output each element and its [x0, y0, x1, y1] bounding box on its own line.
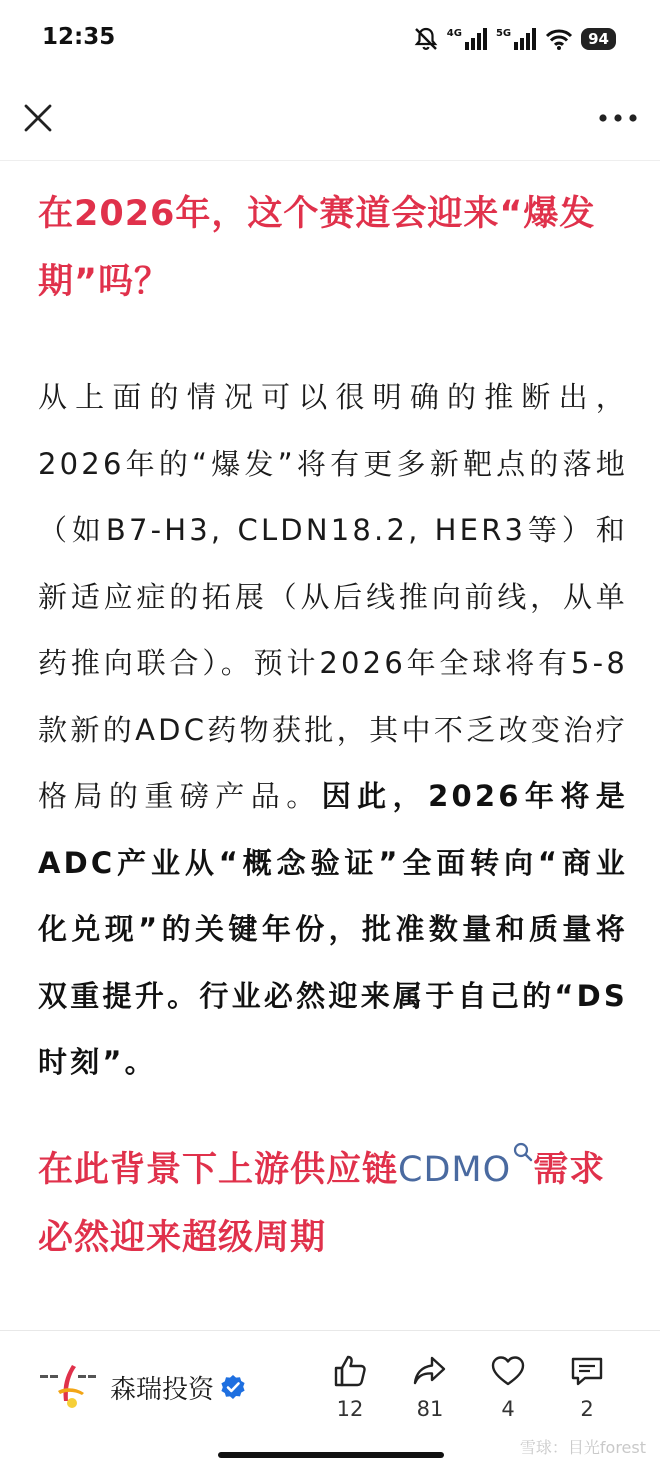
signal-icon	[513, 28, 537, 50]
thumbs-up-icon	[332, 1353, 368, 1389]
wifi-icon	[545, 28, 573, 50]
cdmo-search-link[interactable]: CDMO	[398, 1149, 512, 1190]
author-logo	[36, 1361, 98, 1413]
share-arrow-icon	[412, 1353, 448, 1389]
top-nav-bar	[0, 80, 660, 161]
verified-badge-icon	[220, 1374, 246, 1400]
action-buttons	[320, 1353, 630, 1433]
status-bar	[0, 0, 660, 80]
status-time: 12:35	[42, 24, 116, 50]
heart-icon	[490, 1353, 526, 1389]
more-horizontal-icon[interactable]	[594, 102, 642, 134]
like-button[interactable]	[320, 1353, 380, 1421]
favorite-button[interactable]	[478, 1353, 538, 1421]
share-count: 81	[416, 1397, 444, 1421]
article-headline: 在2026年，这个赛道会迎来“爆发期”吗？	[38, 194, 596, 302]
share-button[interactable]	[400, 1353, 460, 1421]
article-content	[38, 180, 628, 1272]
author-name[interactable]: 森瑞投资	[110, 1374, 215, 1405]
mute-bell-icon	[413, 26, 439, 52]
section-heading-text-end: 需求必然迎来超级周期	[38, 1149, 606, 1258]
watermark: 雪球：目光forest	[519, 1438, 646, 1457]
author-info[interactable]	[36, 1361, 246, 1413]
article-paragraph	[38, 364, 628, 1096]
home-indicator[interactable]	[218, 1452, 444, 1458]
network-label-2: 5G	[495, 27, 512, 39]
favorite-count: 4	[501, 1397, 515, 1421]
like-count: 12	[336, 1397, 364, 1421]
paragraph-bold-text: 因此，2026年将是ADC产业从“概念验证”全面转向“商业化兑现”的关键年份，批准数量和质量将双重提升。行业必然迎来属于自己的“DS时刻”。	[38, 779, 628, 1079]
battery-indicator: 94	[581, 28, 616, 50]
search-icon[interactable]	[513, 1142, 533, 1162]
status-icons	[413, 24, 616, 54]
section-heading-text: 在此背景下上游供应链	[38, 1149, 399, 1190]
comment-count: 2	[580, 1397, 594, 1421]
comment-icon	[569, 1353, 605, 1389]
signal-icon	[464, 28, 488, 50]
close-icon[interactable]	[20, 100, 56, 136]
paragraph-text: 从上面的情况可以很明确的推断出，2026年的“爆发”将有更多新靶点的落地（如B7-H3, CLDN18.2, HER3等）和新适应症的拓展（从后线推向前线，从单药推向联合）。预计2026年全球将有5-8款新的ADC药物获批，其中不乏改变治疗格局的重磅产品。	[38, 380, 628, 813]
comment-button[interactable]	[557, 1353, 617, 1421]
section-heading	[38, 1136, 628, 1272]
network-label-1: 4G	[446, 27, 462, 39]
